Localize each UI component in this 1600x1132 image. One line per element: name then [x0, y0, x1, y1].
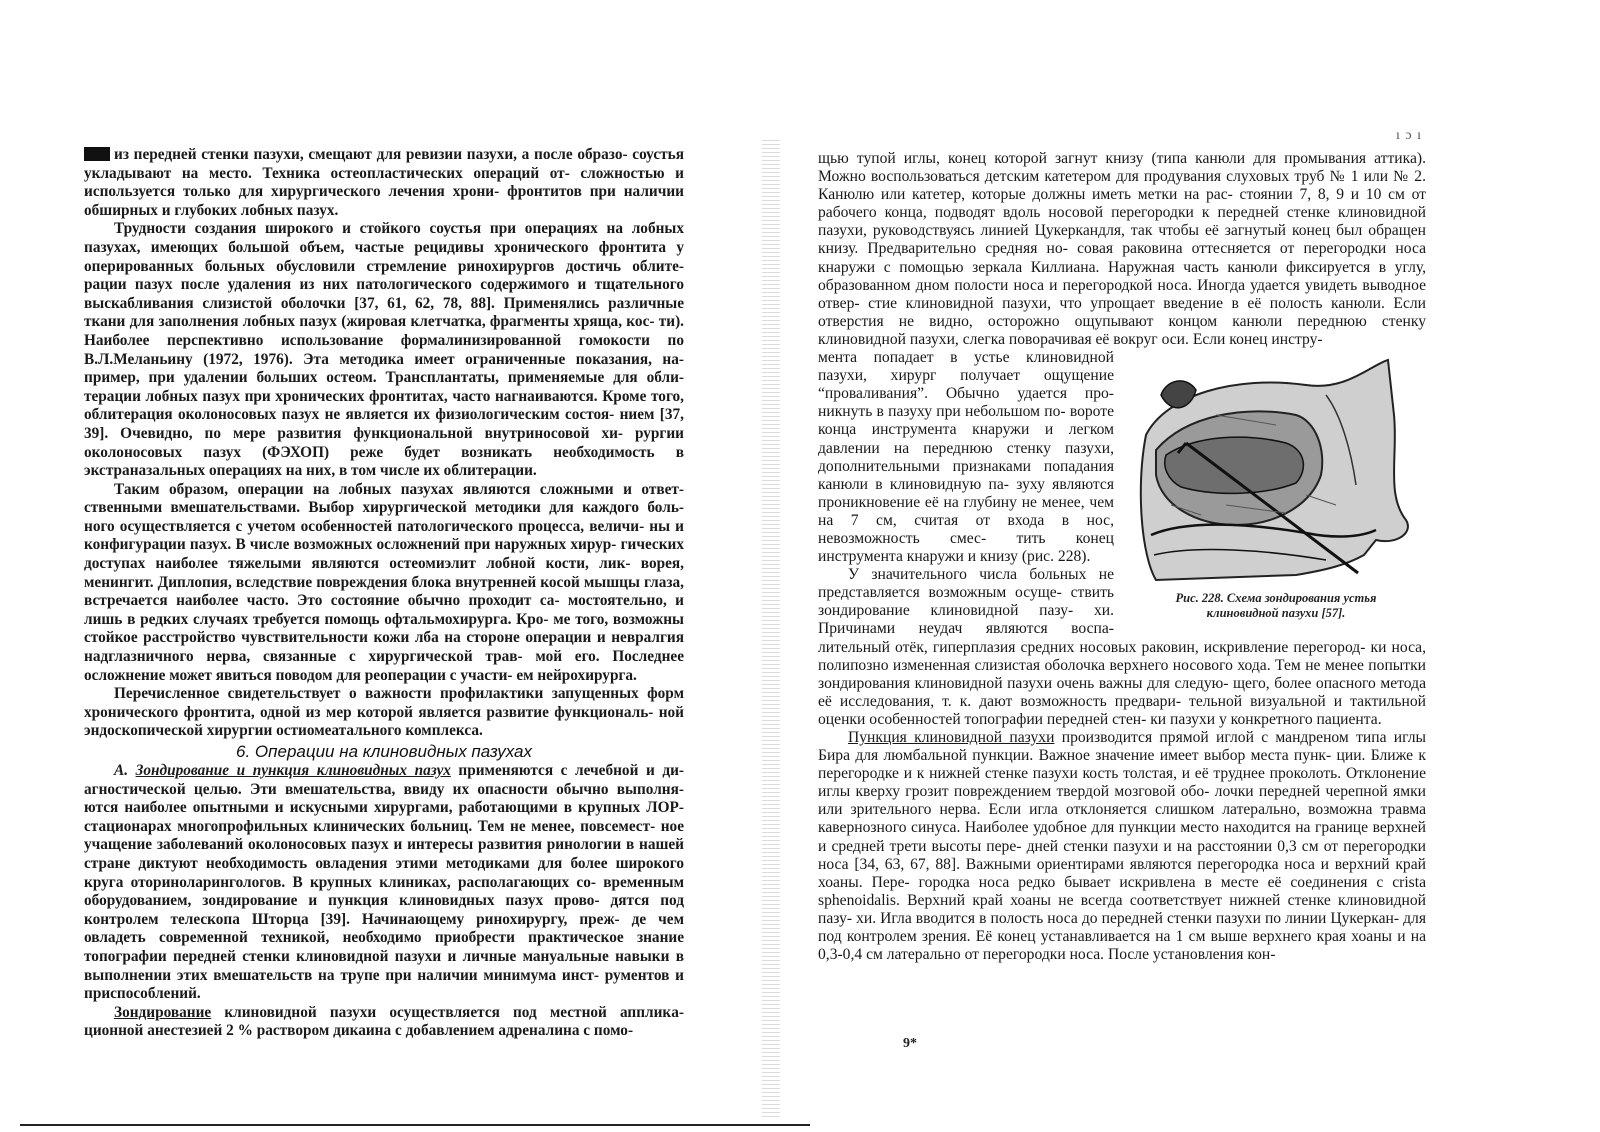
probing-term: Зондирование	[114, 1003, 212, 1021]
left-page	[0, 0, 770, 1132]
left-paragraph-1	[84, 146, 684, 220]
paragraph-a-text: применяются с лечебной и ди- агностической целью. Эти вмешательства, ввиду их опасности обычно выполня- ются наиболее опытными и искусными хирургами, работающими в крупных ЛОР- стационарах многопрофильных клинических больниц. Тем не менее, повсемест- ное учащение заболеваний околоносовых пазух и интересы развития ринологии в нашей стране диктуют необходимость овладения этими методиками для более широкого круга оториноларингологов. В крупных клиниках, располагающих со- временным оборудованием, зондирование и пункция клиновидных пазух прово- дятся под контролем телескопа Шторца [39]. Начинающему ринохирургу, преж- де чем овладеть современной техникой, необходимо приобрести практическое знание топографии передней стенки клиновидной пазухи и личные мануальные навыки в выполнении этих вмешательств на трупе при наличии минимума инст- рументов и приспособлений.	[84, 762, 684, 1003]
scan-blot	[84, 147, 110, 161]
corner-mark: ı ɔ ı	[1396, 128, 1422, 143]
left-paragraph-3: Таким образом, операции на лобных пазухах являются сложными и ответ- ственными вмешательствами. Выбор хирургической методики для каждого боль- ного осуществляется с учетом особенностей патологического процесса, величи- ны и конфигурации пазух. В числе возможных осложнений при наружных хирур- гических доступах наиболее тяжелыми являются остеомиэлит лобной кости, лик- ворея, менингит. Диплопия, вследствие повреждения блока внутренней косой мышцы глаза, встречается наиболее часто. Это состояние обычно проходит са- мостоятельно, и лишь в редких случаях требуется помощь офтальмохирурга. Кро- ме того, возможны стойкое расстройство чувствительности кожи лба на стороне операции и невралгия надглазничного нерва, связанные с хирургической трав- мой его. Последнее осложнение может явиться поводом для реоперации с участи- ем нейрохирурга.	[84, 480, 684, 684]
paragraph-a-term: Зондирование и пункция клиновидных пазух	[135, 762, 451, 779]
figure-caption	[1126, 591, 1426, 621]
left-paragraph-a	[84, 762, 684, 1004]
section-heading: 6. Операции на клиновидных пазухах	[236, 742, 532, 761]
left-paragraph-1-text: из передней стенки пазухи, смещают для ревизии пазухи, а после образо- соустья укладывают на место. Техника остеопластических операций от- сложностью и используется только для хирургического лечения хрони- фронтитов при наличии обширных и глубоких лобных пазух.	[84, 146, 684, 219]
right-paragraph-3-text: производится прямой иглой с мандреном типа иглы Бира для люмбальной пункции. Важное значение имеет выбор места пунк- ции. Ближе к перегородке и к нижней стенке пазухи кость толстая, и её труднее проколоть. Отклонение иглы кверху грозит повреждением твердой мозговой обо- лочки передней черепной ямки или зрительного нерва. Если игла отклоняется слишком латерально, возможна травма кавернозного синуса. Наиболее удобное для пункции место находится на границе верхней и средней трети высоты пере- дней стенки пазухи и на расстоянии 0,3 см от перегородки носа [34, 63, 67, 88]. Важными ориентирами являются перегородка носа и верхний край хоаны. Пере- городка носа редко бывает искривлена в месте её соединения с crista sphenoidalis. Верхний край хоаны не всегда соответствует нижней стенке клиновидной пазу- хи. Игла вводится в полость носа до передней стенки пазухи по линии Цукеркан- для под контролем зрения. Её конец устанавливается на 1 см выше верхнего края хоаны и на 0,3-0,4 см латерально от перегородки носа. После установления кон-	[818, 729, 1427, 964]
sphenoid-probing-illustration	[1126, 355, 1418, 585]
left-paragraph-2: Трудности создания широкого и стойкого соустья при операциях на лобных пазухах, имеющих большой объем, частые рецидивы хронического фронтита у оперированных больных обусловили стремление ринохирургов достичь облите- рации пазух после удаления из них патологического содержимого и тщательного выскабливания слизистой оболочки [37, 61, 62, 78, 88]. Применялись различные ткани для заполнения лобных пазух (жировая клетчатка, фрагменты хряща, кос- ти). Наиболее перспективно использование формалинизированной гомокости по В.Л.Меланьину (1972, 1976). Эта методика имеет ограниченные показания, на- пример, при удалении больших остеом. Трансплантаты, применяемые для обли- терации лобных пазух при хронических фронтитах, часто нагнаиваются. Кроме того, облитерация околоносовых пазух не является их физиологическим состоя- нием [37, 39]. Очевидно, по мере развития функциональной внутриносовой хи- рургии околоносовых пазух (ФЭХОП) реже будет возникать необходимость в экстраназальных операциях на них, в том числе их облитерации.	[84, 220, 684, 480]
left-text-column	[84, 146, 684, 1041]
right-paragraph-3	[818, 729, 1426, 964]
left-paragraph-last	[84, 1004, 684, 1041]
right-paragraph-1-top: щью тупой иглы, конец которой загнут книзу (типа канюли для промывания аттика). Можно воспользоваться детским катетером для продувания слуховых труб № 1 или № 2. Канюлю или катетер, которые должны иметь метки на рас- стоянии 7, 8, 9 и 10 см от рабочего конца, подводят вдоль носовой перегородки к передней стенке клиновидной пазухи, руководствуясь линией Цукеркандля, так чтобы её загнутый конец был обращен книзу. Предварительно средняя но- совая раковина оттесняется от перегородки носа кнаружи с помощью зеркала Киллиана. Наружная часть канюли фиксируется в углу, образованном дном полости носа и перегородкой носа. Иногда удается увидеть выводное отвер- стие клиновидной пазухи, что упрощает введение в её полость канюли. Если отверстия не видно, осторожно ощупывают концом канюли переднюю стенку клиновидной пазухи, слегка поворачивая её вокруг оси. Если конец инстру-	[818, 150, 1426, 348]
paragraph-a-label: А.	[114, 762, 129, 779]
figure-caption-line-1: Рис. 228. Схема зондирования устья	[1175, 591, 1377, 606]
left-paragraph-last-text: клиновидной пазухи осуществляется под местной аппликa- ционной анестезией 2 % раствором дикаина с добавлением адреналина с помо-	[84, 1003, 684, 1040]
figure-caption-line-2: клиновидной пазухи [57].	[1206, 606, 1346, 621]
figure-228	[1126, 355, 1426, 621]
bottom-rule	[20, 1124, 810, 1126]
puncture-term: Пункция клиновидной пазухи	[848, 729, 1055, 746]
left-paragraph-4: Перечисленное свидетельствует о важности профилактики запущенных форм хронического фронтита, одной из мер которой является развитие функциональ- ной эндоскопической хирургии остиомеатального комплекса.	[84, 685, 684, 740]
page-number: 9*	[903, 1036, 917, 1051]
right-paragraph-1-wrap: мента попадает в устье клиновидной пазухи, хирург получает ощущение “проваливания”. Обычно удается про- никнуть в пазуху при небольшом по- вороте конца инструмента кнаружи и легком давлении на переднюю стенку пазухи, дополнительными признаками попадания канюли в клиновидную па- зуху являются проникновение её на глубину не менее, чем на 7 см, считая от входа в нос, невозможность смес- тить конец инструмента кнаружи и книзу (рис. 228).	[818, 349, 1114, 566]
right-paragraph-2: У значительного числа больных не представляется возможным осуще- ствить зондирование клиновидной пазу- хи. Причинами неудач являются воспа- лительный отёк, гиперплазия средних носовых раковин, искривление перегород- ки носа, полипозно измененная слизистая оболочка верхнего носового хода. Тем не менее попытки зондирования клиновидной пазухи очень важны для следую- щего, более опасного метода её исследования, т. к. дают возможность предвари- тельной визуальной и тактильной оценки особенностей топографии передней стен- ки пазухи у конкретного пациента.	[818, 566, 1426, 728]
right-text-column	[818, 150, 1426, 964]
